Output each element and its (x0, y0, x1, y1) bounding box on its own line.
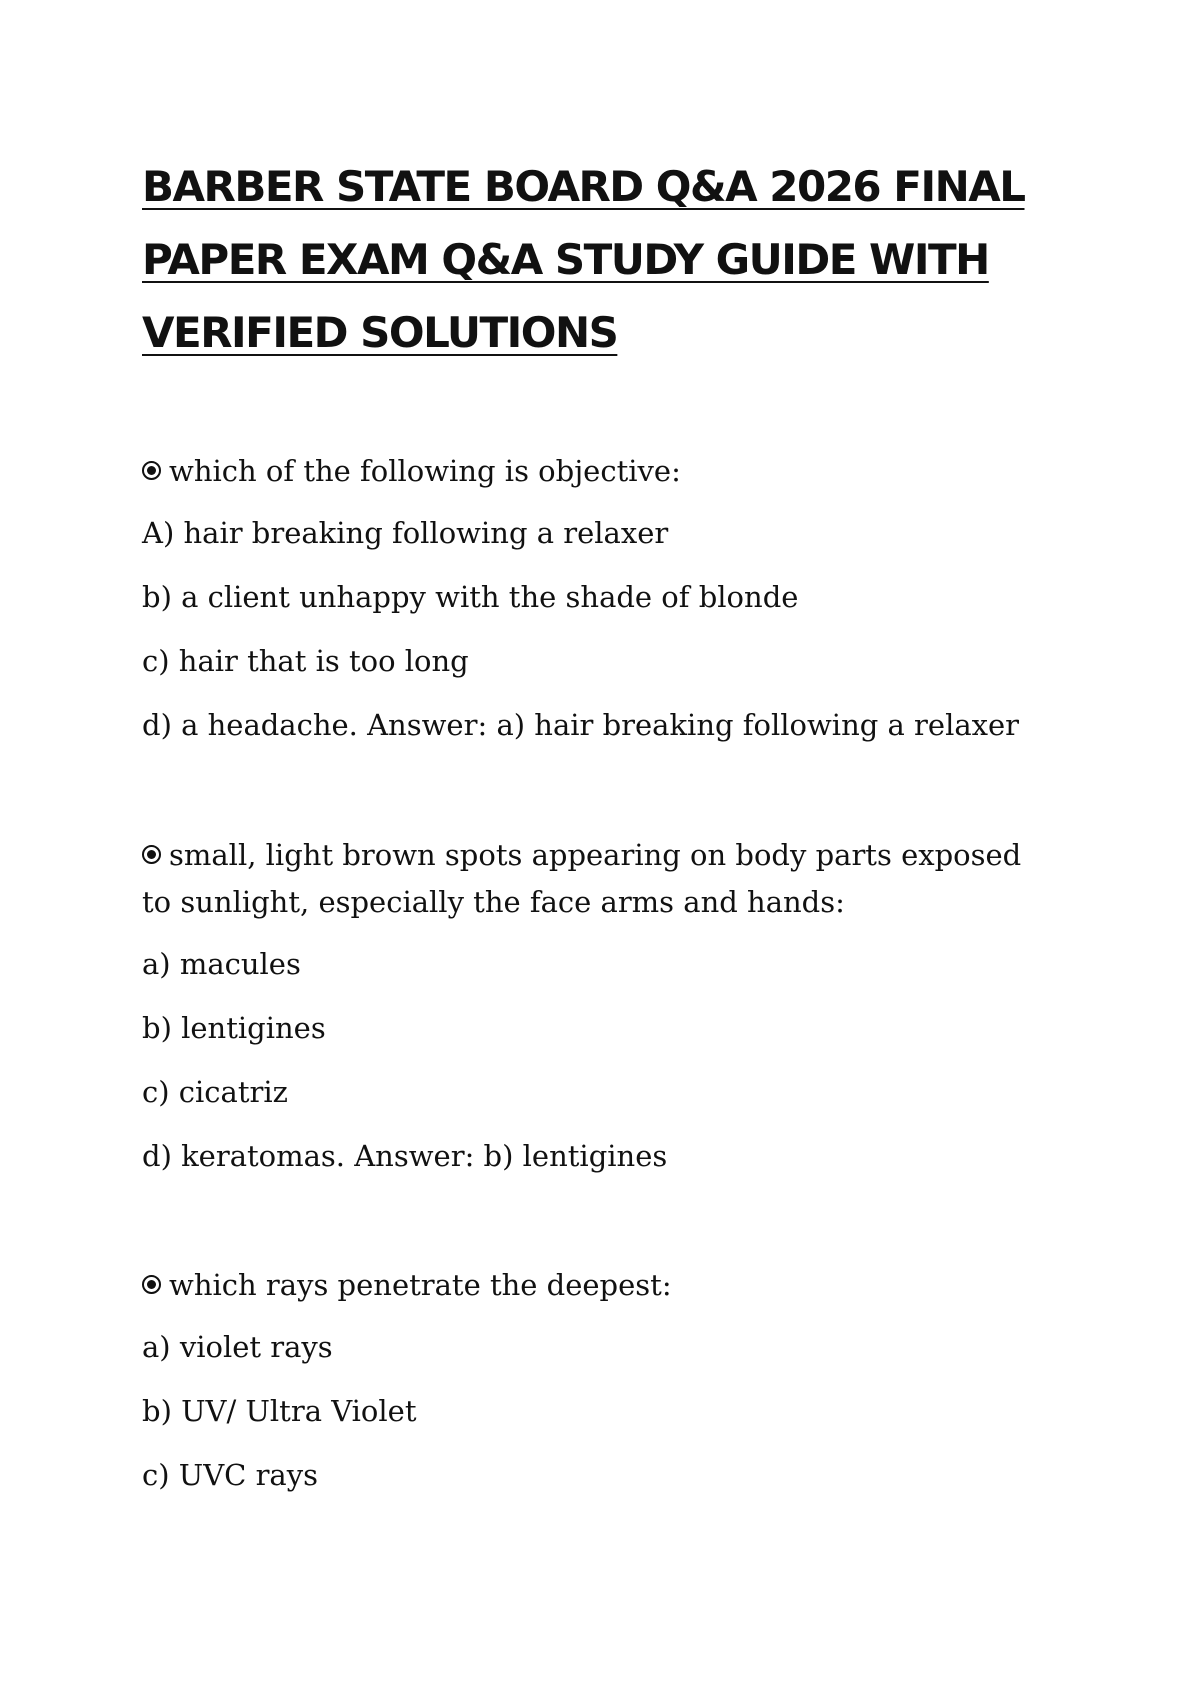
question-text (142, 832, 1042, 926)
option-a: a) violet rays (142, 1330, 333, 1364)
option-c: c) hair that is too long (142, 644, 469, 678)
question-block-1 (142, 448, 1042, 757)
option-a: a) macules (142, 947, 301, 981)
option-d-label: d) keratomas. (142, 1139, 345, 1173)
radio-bullet-icon (142, 1275, 161, 1294)
answer-text: Answer: b) lentigines (354, 1139, 668, 1173)
question-text (142, 1262, 1042, 1309)
option-b: b) lentigines (142, 1011, 326, 1045)
option-d-label: d) a headache. (142, 708, 358, 742)
question-block-2 (142, 832, 1042, 1188)
option-b: b) a client unhappy with the shade of blonde (142, 580, 799, 614)
option-b: b) UV/ Ultra Violet (142, 1394, 417, 1428)
option-c: c) UVC rays (142, 1458, 318, 1492)
radio-bullet-icon (142, 461, 161, 480)
question-block-3 (142, 1262, 1042, 1507)
answer-text: Answer: a) hair breaking following a relaxer (367, 708, 1020, 742)
option-d (142, 693, 1042, 757)
document-title: BARBER STATE BOARD Q&A 2026 FINAL PAPER EXAM Q&A STUDY GUIDE WITH VERIFIED SOLUTIONS (142, 162, 1025, 357)
option-d (142, 1124, 1042, 1188)
radio-bullet-icon (142, 845, 161, 864)
question-label: which rays penetrate the deepest: (169, 1268, 672, 1302)
option-c: c) cicatriz (142, 1075, 288, 1109)
question-label: small, light brown spots appearing on body parts exposed to sunlight, especially the face arms and hands: (142, 838, 1022, 919)
option-a: A) hair breaking following a relaxer (142, 516, 669, 550)
question-label: which of the following is objective: (169, 454, 681, 488)
question-text (142, 448, 1042, 495)
